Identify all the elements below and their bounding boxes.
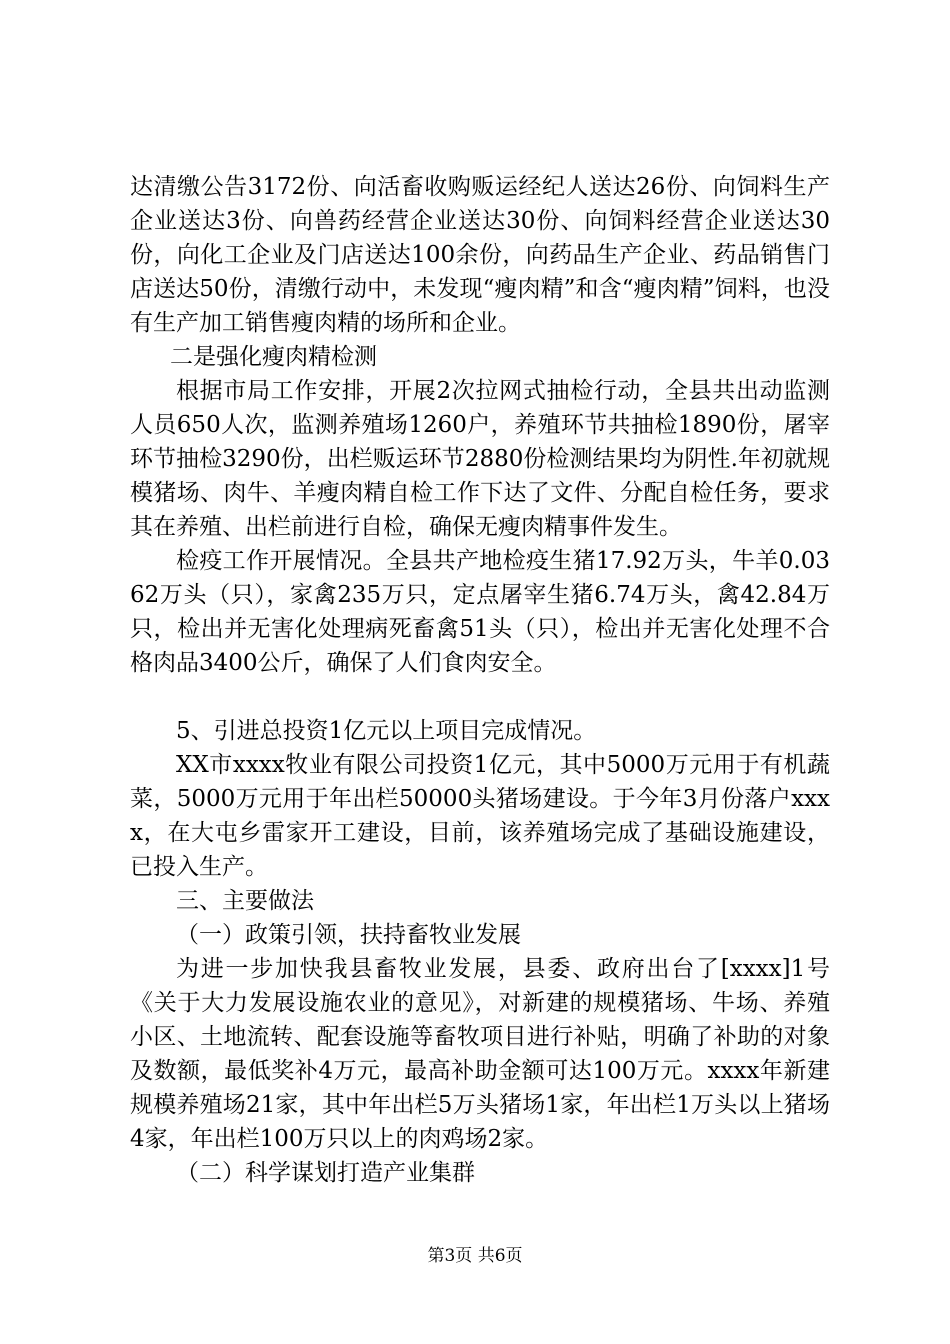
paragraph-policy-details: 为进一步加快我县畜牧业发展，县委、政府出台了[xxxx]1号《关于大力发展设施农业的意见》，对新建的规模猪场、牛场、养殖小区、土地流转、配套设施等畜牧项目进行补贴，明确了补助的对象及数额，最低奖补4万元，最高补助金额可达100万元。xxxx年新建规模养殖场21家，其中年出栏5万头猪场1家，年出栏1万头以上猪场4家，年出栏100万只以上的肉鸡场2家。 <box>130 956 830 1152</box>
paragraph-testing-results: 根据市局工作安排，开展2次拉网式抽检行动，全县共出动监测人员650人次，监测养殖场1260户，养殖环节共抽检1890份，屠宰环节抽检3290份，出栏贩运环节2880份检测结果均为阴性.年初就规模猪场、肉牛、羊瘦肉精自检工作下达了文件、分配自检任务，要求其在养殖、出栏前进行自检，确保无瘦肉精事件发生。 <box>130 378 830 540</box>
heading-main-practices: 三、主要做法 <box>176 888 314 914</box>
heading-lean-meat-testing: 二是强化瘦肉精检测 <box>170 344 377 370</box>
paragraph-clearance-results: 达清缴公告3172份、向活畜收购贩运经纪人送达26份、向饲料生产企业送达3份、向兽药经营企业送达30份、向饲料经营企业送达30份，向化工企业及门店送达100余份，向药品生产企业、药品销售门店送达50份，清缴行动中，未发现“瘦肉精”和含“瘦肉精”饲料，也没有生产加工销售瘦肉精的场所和企业。 <box>130 174 830 336</box>
heading-industry-cluster: （二）科学谋划打造产业集群 <box>176 1160 475 1186</box>
paragraph-quarantine-work: 检疫工作开展情况。全县共产地检疫生猪17.92万头，牛羊0.0362万头（只），家禽235万只，定点屠宰生猪6.74万头，禽42.84万只，检出并无害化处理病死畜禽51头（只），检出并无害化处理不合格肉品3400公斤，确保了人们食肉安全。 <box>130 548 830 676</box>
paragraph-investment-details: XX市xxxx牧业有限公司投资1亿元，其中5000万元用于有机蔬菜，5000万元用于年出栏50000头猪场建设。于今年3月份落户xxxx，在大屯乡雷家开工建设，目前，该养殖场完成了基础设施建设，已投入生产。 <box>130 752 830 880</box>
heading-policy-guidance: （一）政策引领，扶持畜牧业发展 <box>176 922 521 948</box>
paragraph-spacer <box>130 680 830 714</box>
document-body <box>130 170 830 1190</box>
heading-investment-projects: 5、引进总投资1亿元以上项目完成情况。 <box>176 718 597 744</box>
page-footer: 第3页 共6页 <box>427 1246 523 1266</box>
